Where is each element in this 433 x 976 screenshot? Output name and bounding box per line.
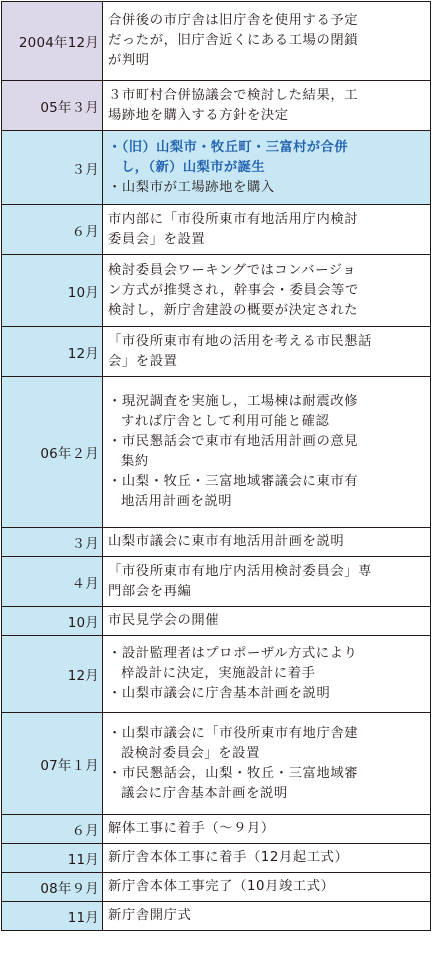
- event-text: 合併後の市庁舎は旧庁舎を使用する予定: [108, 13, 359, 28]
- event-cell: [103, 205, 431, 255]
- event-cell: [103, 713, 431, 815]
- event-text: 新庁舎本体工事完了（10月竣工式）: [108, 879, 335, 894]
- event-cell: [103, 557, 431, 607]
- event-text: ン方式が推奨され，幹事会・委員会等で: [108, 282, 359, 298]
- event-cell: [103, 902, 431, 931]
- date-cell: ３月: [2, 528, 103, 557]
- event-text: 「市役所東市有地庁内活用検討委員会」専: [108, 563, 373, 579]
- event-text: 解体工事に着手（～９月）: [108, 821, 275, 836]
- event-text: 新庁舎開庁式: [108, 908, 192, 923]
- date-cell: 05年３月: [2, 81, 103, 131]
- event-cell: [103, 873, 431, 902]
- bullet-item: ・山梨市が工場跡地を購入: [108, 179, 275, 195]
- timeline-table: [1, 1, 431, 931]
- date-cell: 06年２月: [2, 377, 103, 528]
- event-cell: [103, 327, 431, 377]
- bullet-item: ・市民懇話会，山梨・牧丘・三富地域審 議会に庁舎基本計画を説明: [108, 765, 359, 801]
- bullet-item: ・山梨市議会に庁舎基本計画を説明: [108, 686, 331, 701]
- table-row: [2, 873, 431, 902]
- date-cell: 10月: [2, 255, 103, 327]
- date-cell: 08年９月: [2, 873, 103, 902]
- table-row: [2, 815, 431, 844]
- event-text: ３市町村合併協議会で検討した結果，工: [108, 87, 359, 103]
- event-text: 市民見学会の開催: [108, 613, 220, 628]
- event-text: 新庁舎本体工事に着手（12月起工式）: [108, 850, 349, 865]
- date-cell: 11月: [2, 844, 103, 873]
- date-cell: ３月: [2, 131, 103, 205]
- event-text: 市内部に「市役所東市有地活用庁内検討: [108, 211, 359, 227]
- event-cell: [103, 815, 431, 844]
- event-text: 検討委員会ワーキングではコンバージョ: [108, 262, 357, 278]
- event-cell: [103, 636, 431, 713]
- event-cell: [103, 607, 431, 636]
- table-row: [2, 607, 431, 636]
- event-cell: [103, 81, 431, 131]
- table-row: [2, 844, 431, 873]
- table-row: [2, 2, 431, 81]
- date-cell: ４月: [2, 557, 103, 607]
- date-cell: 12月: [2, 327, 103, 377]
- event-text: だったが，旧庁舎近くにある工場の閉鎖: [108, 33, 359, 48]
- event-text: 門部会を再編: [108, 583, 192, 599]
- date-cell: 12月: [2, 636, 103, 713]
- event-cell: [103, 528, 431, 557]
- event-text: 委員会」を設置: [108, 231, 206, 247]
- event-cell: [103, 131, 431, 205]
- table-row: [2, 81, 431, 131]
- event-text: が判明: [108, 53, 150, 68]
- bullet-item: ・山梨・牧丘・三富地域審議会に東市有 地活用計画を説明: [108, 474, 359, 509]
- table-row: [2, 557, 431, 607]
- event-text: 検討し，新庁舎建設の概要が決定された: [108, 302, 359, 318]
- event-text: 山梨市議会に東市有地活用計画を説明: [108, 534, 345, 549]
- table-row: [2, 713, 431, 815]
- bullet-item: ・現況調査を実施し，工場棟は耐震改修 すれば庁舎として利用可能と確認: [108, 394, 359, 429]
- highlighted-bullet: ・（旧）山梨市・牧丘町・三富村が合併 し，（新）山梨市が誕生: [108, 139, 348, 175]
- event-cell: [103, 377, 431, 528]
- table-row: [2, 528, 431, 557]
- table-row: [2, 205, 431, 255]
- table-row: [2, 327, 431, 377]
- date-cell: 10月: [2, 607, 103, 636]
- bullet-item: ・山梨市議会に「市役所東市有地庁舎建 設検討委員会」を設置: [108, 725, 359, 761]
- table-row: [2, 636, 431, 713]
- bullet-item: ・設計監理者はプロポーザル方式により 梓設計に決定，実施設計に着手: [108, 646, 358, 681]
- event-cell: [103, 255, 431, 327]
- event-text: 会」を設置: [108, 353, 178, 369]
- event-cell: [103, 844, 431, 873]
- table-row: [2, 131, 431, 205]
- event-text: 「市役所東市有地の活用を考える市民懇話: [108, 333, 373, 349]
- event-cell: [103, 2, 431, 81]
- bullet-item: ・市民懇話会で東市有地活用計画の意見 集約: [108, 434, 359, 469]
- date-cell: 07年１月: [2, 713, 103, 815]
- date-cell: ６月: [2, 815, 103, 844]
- table-row: [2, 902, 431, 931]
- table-row: [2, 377, 431, 528]
- date-cell: 2004年12月: [2, 2, 103, 81]
- date-cell: ６月: [2, 205, 103, 255]
- event-text: 場跡地を購入する方針を決定: [108, 107, 289, 123]
- table-row: [2, 255, 431, 327]
- date-cell: 11月: [2, 902, 103, 931]
